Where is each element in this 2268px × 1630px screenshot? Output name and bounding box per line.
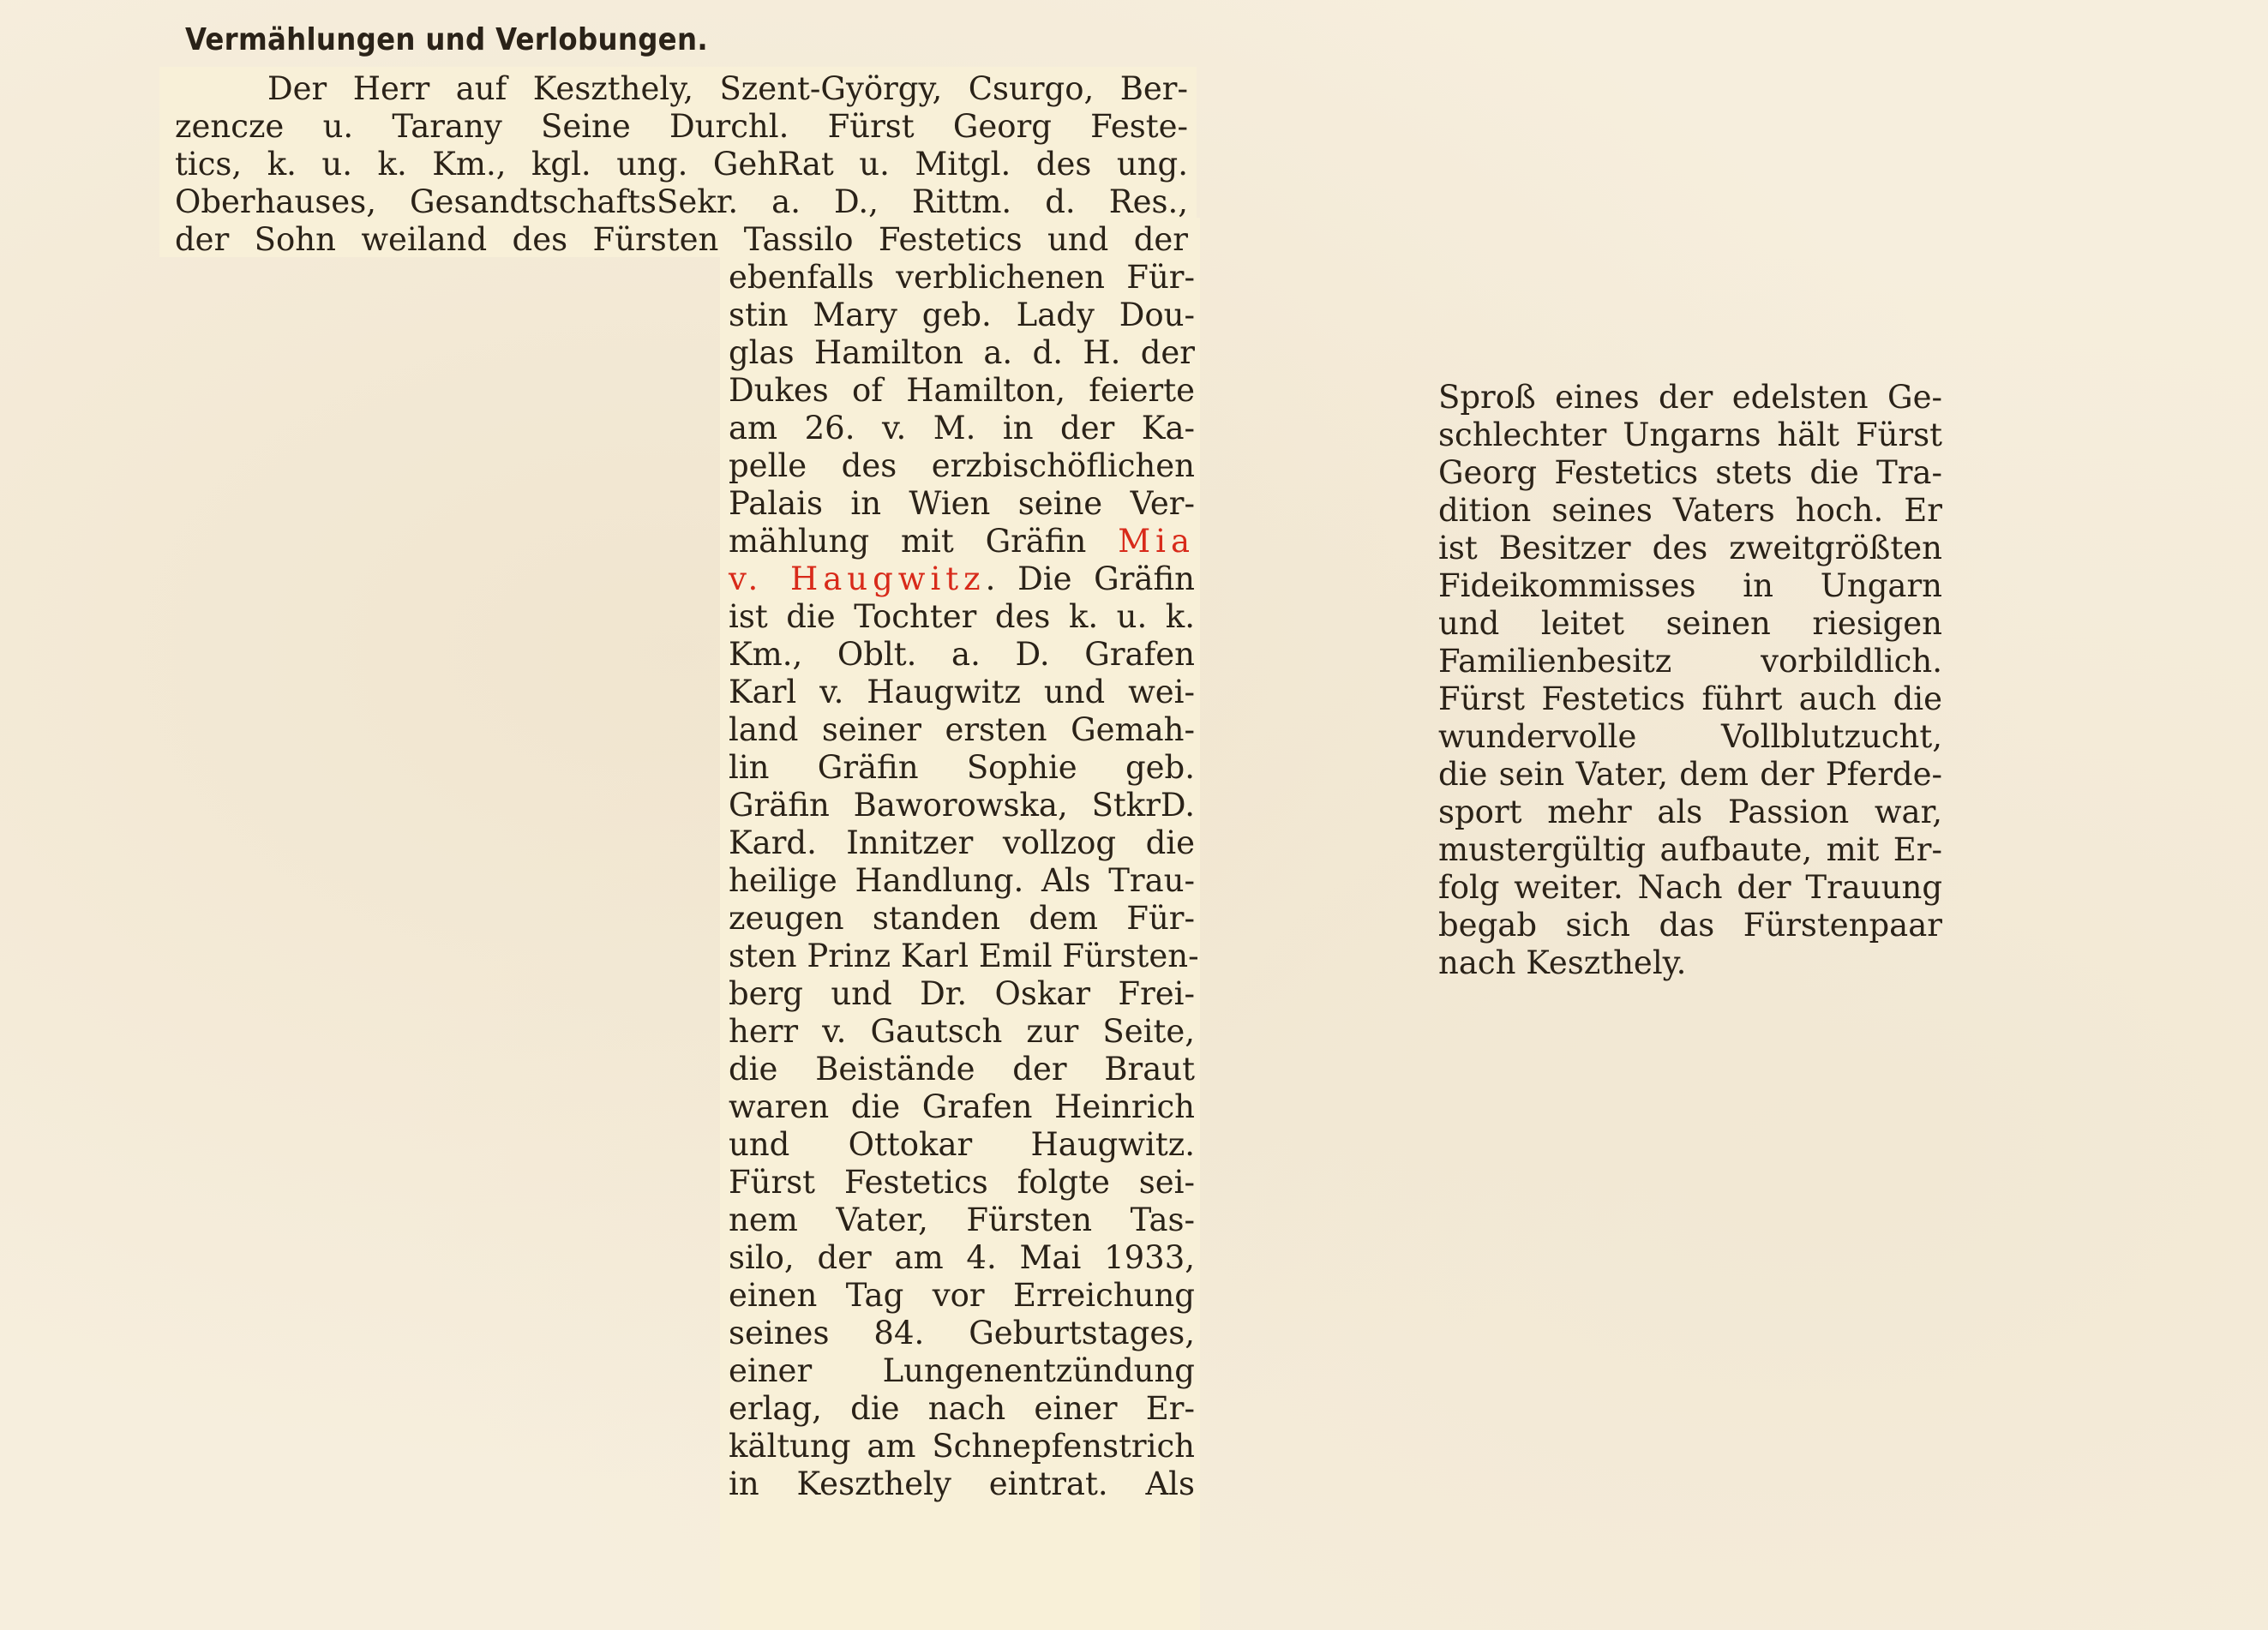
text-line: herr v. Gautsch zur Seite,: [729, 1013, 1195, 1050]
text-line: folg weiter. Nach der Trauung: [1438, 869, 1942, 906]
text-line: v. Haugwitz. Die Gräfin: [729, 560, 1195, 597]
text-line: Fürst Festetics folgte sei-: [729, 1164, 1195, 1201]
text-line: und leitet seinen riesigen: [1438, 605, 1942, 642]
text-line: berg und Dr. Oskar Frei-: [729, 975, 1195, 1012]
text-line: begab sich das Fürstenpaar: [1438, 907, 1942, 944]
text-line: seines 84. Geburtstages,: [729, 1315, 1195, 1351]
text-line: heilige Handlung. Als Trau-: [729, 862, 1195, 899]
text-line: ist die Tochter des k. u. k.: [729, 598, 1195, 635]
text-line: Palais in Wien seine Ver-: [729, 485, 1195, 522]
text-line: sten Prinz Karl Emil Fürsten-: [729, 938, 1199, 974]
text-line: am 26. v. M. in der Ka-: [729, 410, 1195, 446]
text-line: glas Hamilton a. d. H. der: [729, 334, 1195, 371]
text-line: Oberhauses, GesandtschaftsSekr. a. D., Rittm. d. Res.,: [175, 183, 1188, 220]
text-line: erlag, die nach einer Er-: [729, 1390, 1195, 1427]
section-heading: Vermählungen und Verlobungen.: [185, 22, 708, 57]
text-line: Familienbesitz vorbildlich.: [1438, 643, 1942, 680]
text-line: einen Tag vor Erreichung: [729, 1277, 1195, 1314]
text-line: ebenfalls verblichenen Für-: [729, 259, 1195, 296]
text-line: Dukes of Hamilton, feierte: [729, 372, 1195, 409]
text-line: nem Vater, Fürsten Tas-: [729, 1202, 1195, 1238]
text-line: Fürst Festetics führt auch die: [1438, 680, 1942, 717]
text-line: wundervolle Vollblutzucht,: [1438, 718, 1942, 755]
text-line: und Ottokar Haugwitz.: [729, 1126, 1195, 1163]
text-line: zencze u. Tarany Seine Durchl. Fürst Georg Feste-: [175, 108, 1188, 145]
text-line: zeugen standen dem Für-: [729, 900, 1195, 937]
text-line: Georg Festetics stets die Tra-: [1438, 454, 1942, 491]
text-line: lin Gräfin Sophie geb.: [729, 749, 1195, 786]
text-line: Km., Oblt. a. D. Grafen: [729, 636, 1195, 673]
text-line: silo, der am 4. Mai 1933,: [729, 1239, 1195, 1276]
text-line: Kard. Innitzer vollzog die: [729, 824, 1195, 861]
bride-name-highlight: Mia: [1118, 523, 1195, 560]
text-line: einer Lungenentzündung: [729, 1352, 1195, 1389]
text-line: mählung mit Gräfin Mia: [729, 523, 1195, 560]
text-line: die sein Vater, dem der Pferde-: [1438, 756, 1942, 793]
text-line: waren die Grafen Heinrich: [729, 1088, 1195, 1125]
text-line: stin Mary geb. Lady Dou-: [729, 297, 1195, 333]
text-line: schlechter Ungarns hält Fürst: [1438, 416, 1942, 453]
text-line: Sproß eines der edelsten Ge-: [1438, 379, 1942, 416]
text-line: in Keszthely eintrat. Als: [729, 1465, 1195, 1502]
text-line: kältung am Schnepfenstrich: [729, 1428, 1195, 1465]
text-line: Karl v. Haugwitz und wei-: [729, 674, 1195, 710]
text-line: tics, k. u. k. Km., kgl. ung. GehRat u. Mitgl. des ung.: [175, 146, 1188, 183]
bride-surname-highlight: v. Haugwitz: [729, 560, 986, 597]
text-line: der Sohn weiland des Fürsten Tassilo Festetics und der: [175, 221, 1188, 258]
text-line: ist Besitzer des zweitgrößten: [1438, 530, 1942, 566]
text-line: Gräfin Baworowska, StkrD.: [729, 787, 1195, 824]
text-line: dition seines Vaters hoch. Er: [1438, 492, 1942, 529]
text-line: sport mehr als Passion war,: [1438, 794, 1942, 830]
text-line: die Beistände der Braut: [729, 1051, 1195, 1088]
text-line: nach Keszthely.: [1438, 944, 1687, 981]
text-line: mustergültig aufbaute, mit Er-: [1438, 831, 1942, 868]
text-line: pelle des erzbischöflichen: [729, 447, 1195, 484]
text-line: Der Herr auf Keszthely, Szent-György, Csurgo, Ber-: [267, 70, 1188, 107]
text-line: land seiner ersten Gemah-: [729, 711, 1195, 748]
text-line: Fideikommisses in Ungarn: [1438, 567, 1942, 604]
